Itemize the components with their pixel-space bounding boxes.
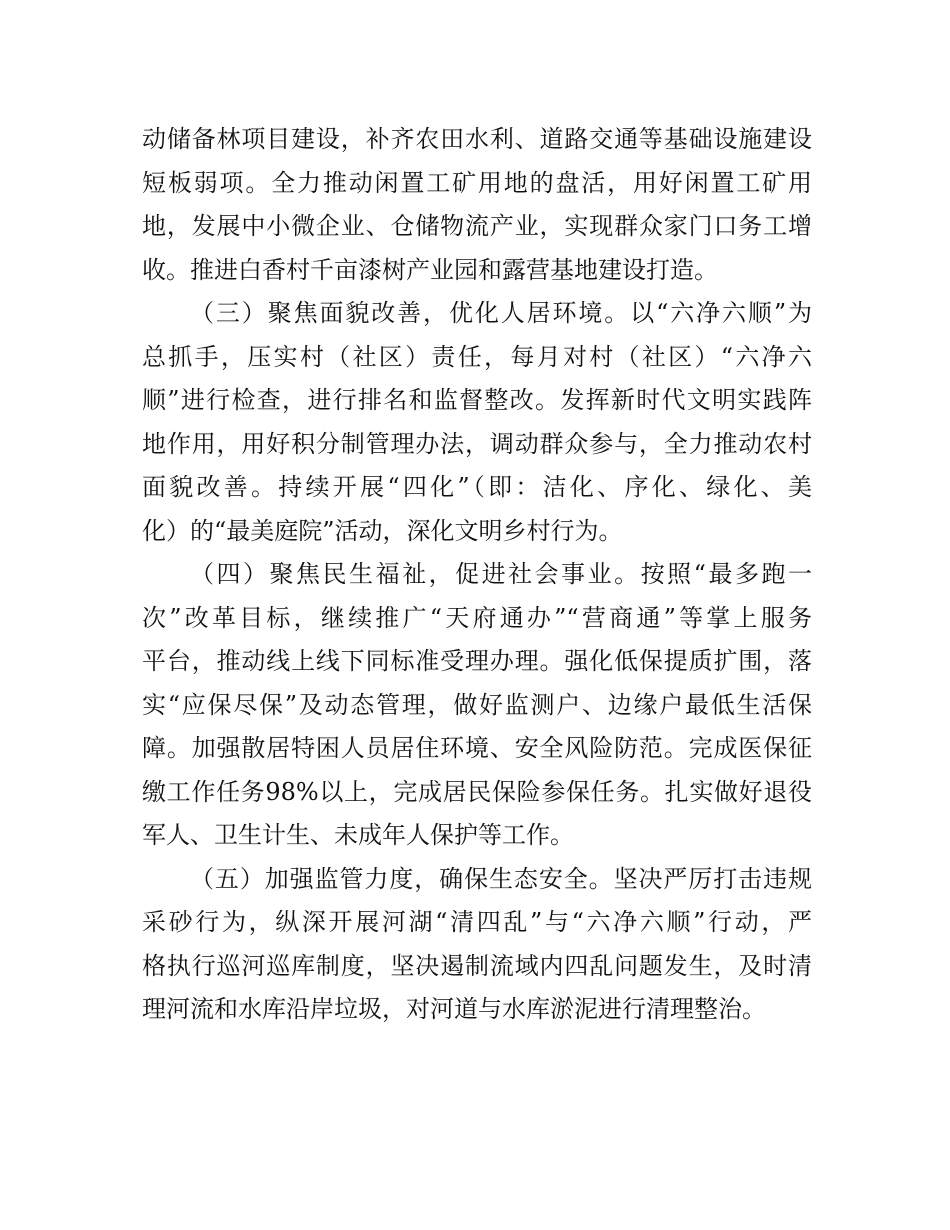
text-line: 军人、卫生计生、未成年人保护等工作。 xyxy=(142,821,574,849)
text-line: 格执行巡河巡库制度，坚决遏制流域内四乱问题发生，及时清 xyxy=(142,951,812,980)
text-line: 化）的“最美庭院”活动，深化文明乡村行为。 xyxy=(142,516,623,545)
text-line: 地，发展中小微企业、仓储物流产业，实现群众家门口务工增 xyxy=(142,212,812,240)
text-line: 平台，推动线上线下同标准受理办理。强化低保提质扩围，落 xyxy=(142,647,812,675)
text-line: （四）聚焦民生福祉，促进社会事业。按照“最多跑一 xyxy=(190,560,812,588)
text-line: 短板弱项。全力推动闲置工矿用地的盘活，用好闲置工矿用 xyxy=(142,168,812,197)
text-line: 收。推进白香村千亩漆树产业园和露营基地建设打造。 xyxy=(142,255,718,284)
text-line: 采砂行为，纵深开展河湖“清四乱”与“六净六顺”行动，严 xyxy=(142,908,812,936)
text-line: （五）加强监管力度，确保生态安全。坚决严厉打击违规 xyxy=(190,864,812,893)
paragraph-living-environment xyxy=(142,292,812,553)
text-line: 地作用，用好积分制管理办法，调动群众参与，全力推动农村 xyxy=(142,429,812,458)
text-line: 动储备林项目建设，补齐农田水利、道路交通等基础设施建设 xyxy=(142,125,812,153)
paragraph-infrastructure xyxy=(142,118,812,292)
paragraph-ecological-safety xyxy=(142,858,812,1032)
text-line: 总抓手，压实村（社区）责任，每月对村（社区）“六净六 xyxy=(142,342,812,371)
text-line: 实“应保尽保”及动态管理，做好监测户、边缘户最低生活保 xyxy=(142,690,812,719)
text-line: 缴工作任务98%以上，完成居民保险参保任务。扎实做好退役 xyxy=(142,777,812,806)
text-line: 障。加强散居特困人员居住环境、安全风险防范。完成医保征 xyxy=(142,734,812,762)
text-line: 理河流和水库沿岸垃圾，对河道与水库淤泥进行清理整治。 xyxy=(142,995,766,1023)
document-body xyxy=(142,118,812,1032)
text-line: （三）聚焦面貌改善，优化人居环境。以“六净六顺”为 xyxy=(190,299,812,327)
paragraph-social-welfare xyxy=(142,553,812,858)
text-line: 次”改革目标，继续推广“天府通办”“营商通”等掌上服务 xyxy=(142,603,812,632)
text-line: 面貌改善。持续开展“四化”（即：洁化、序化、绿化、美 xyxy=(142,473,812,501)
text-line: 顺”进行检查，进行排名和监督整改。发挥新时代文明实践阵 xyxy=(142,386,812,414)
